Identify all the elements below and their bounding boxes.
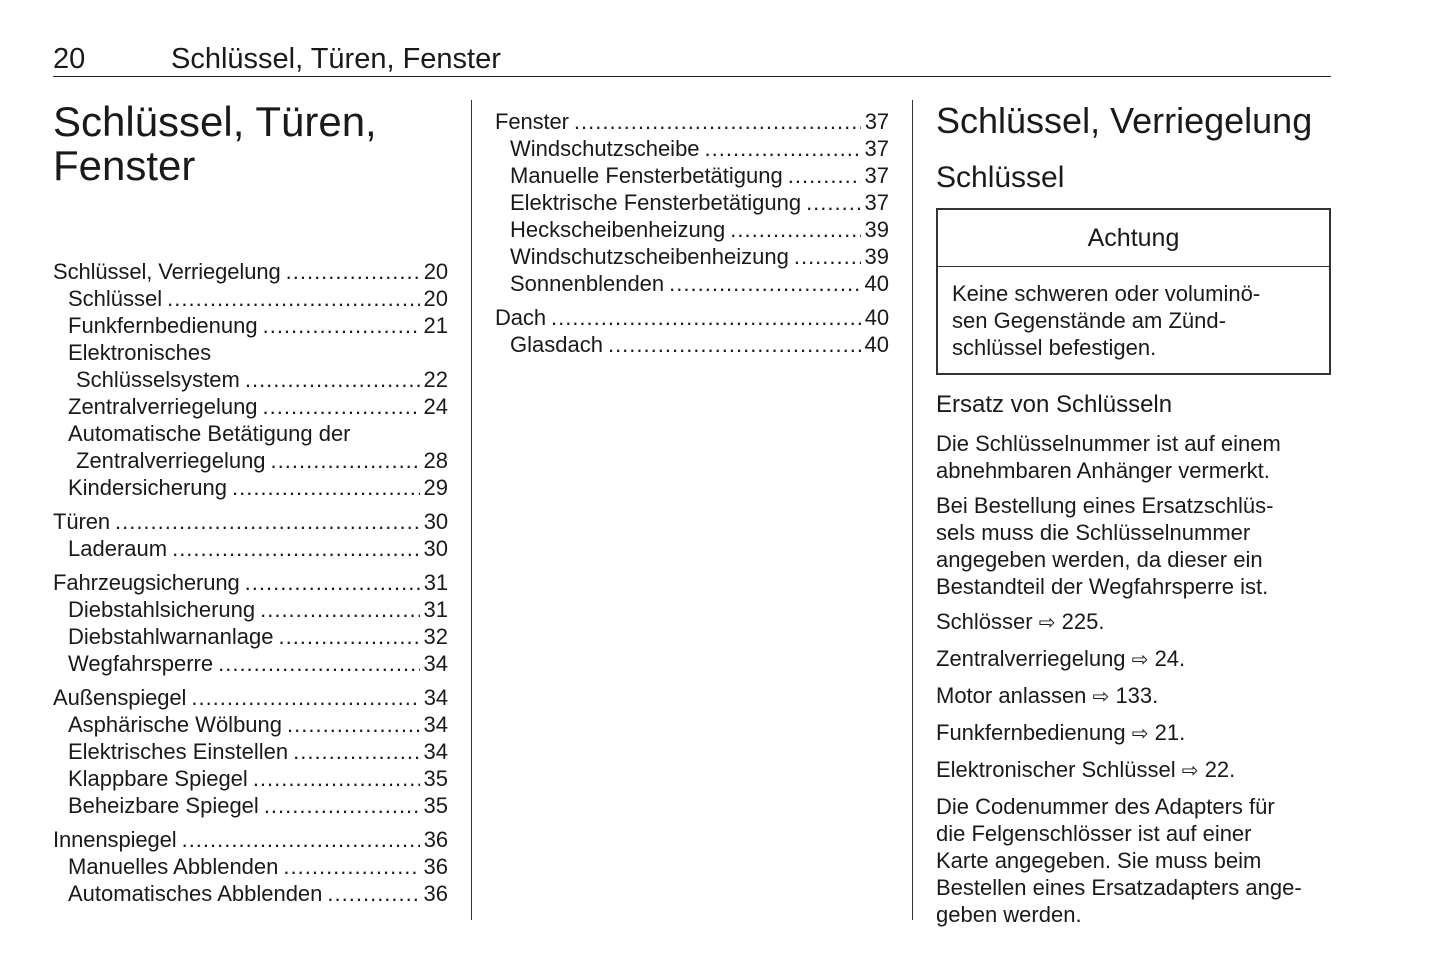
toc-entry[interactable] xyxy=(495,162,889,189)
ref-label: Motor anlassen xyxy=(936,683,1087,708)
toc-entry[interactable] xyxy=(53,853,448,880)
toc-leader xyxy=(705,135,861,162)
toc-group-schluessel-verriegelung xyxy=(53,258,448,501)
toc-page: 35 xyxy=(423,793,448,818)
toc-leader xyxy=(806,189,860,216)
toc-leader xyxy=(260,596,419,623)
paragraph xyxy=(936,492,1332,600)
toc-page: 22 xyxy=(423,367,448,392)
toc-entry[interactable] xyxy=(53,596,448,623)
toc-entry[interactable] xyxy=(53,765,448,792)
toc-label: Klappbare Spiegel xyxy=(68,766,248,791)
toc-entry[interactable] xyxy=(495,243,889,270)
chapter-title xyxy=(53,100,453,188)
warning-line: schlüssel befestigen. xyxy=(952,335,1157,360)
toc-page: 37 xyxy=(864,190,889,215)
toc-leader xyxy=(271,447,420,474)
toc-group-fenster xyxy=(495,108,889,297)
toc-label: Schlüssel xyxy=(68,286,163,311)
arrow-right-icon: ⇨ xyxy=(1181,760,1199,782)
toc-page: 30 xyxy=(423,509,448,534)
toc-leader xyxy=(574,108,861,135)
section-title: Schlüssel, Verriegelung xyxy=(936,100,1313,141)
toc-entry[interactable] xyxy=(53,826,448,853)
subsection-title: Schlüssel xyxy=(936,161,1065,194)
running-title: Schlüssel, Türen, Fenster xyxy=(171,43,501,75)
toc-entry[interactable] xyxy=(53,623,448,650)
cross-reference[interactable] xyxy=(936,756,1332,785)
toc-entry[interactable] xyxy=(495,135,889,162)
toc-page: 30 xyxy=(423,536,448,561)
content-column xyxy=(936,100,1332,928)
toc-entry[interactable] xyxy=(53,711,448,738)
toc-entry[interactable] xyxy=(495,108,889,135)
text-line: sels muss die Schlüsselnummer xyxy=(936,520,1251,545)
toc-leader xyxy=(283,853,419,880)
toc-entry[interactable] xyxy=(53,366,448,393)
toc-page: 40 xyxy=(864,332,889,357)
toc-column-2 xyxy=(495,108,889,365)
toc-group-aussenspiegel xyxy=(53,684,448,819)
ref-label: Funkfernbedienung xyxy=(936,720,1126,745)
toc-entry-line1[interactable] xyxy=(53,420,448,447)
toc-label: Manuelles Abblenden xyxy=(68,854,279,879)
toc-label: Manuelle Fensterbetätigung xyxy=(510,163,783,188)
toc-label: Beheizbare Spiegel xyxy=(68,793,259,818)
toc-page: 34 xyxy=(423,651,448,676)
toc-entry[interactable] xyxy=(495,331,889,358)
toc-label: Zentralverriegelung xyxy=(76,448,266,473)
cross-reference[interactable] xyxy=(936,608,1332,637)
toc-group-tueren xyxy=(53,508,448,562)
toc-label: Sonnenblenden xyxy=(510,271,665,296)
toc-page: 24 xyxy=(423,394,448,419)
toc-page: 28 xyxy=(423,448,448,473)
text-line: geben werden. xyxy=(936,902,1082,927)
toc-label: Innenspiegel xyxy=(53,827,177,852)
paragraph-heading: Ersatz von Schlüsseln xyxy=(936,391,1173,418)
toc-label: Schlüsselsystem xyxy=(76,367,240,392)
toc-entry[interactable] xyxy=(53,258,448,285)
toc-leader xyxy=(263,393,420,420)
toc-label: Glasdach xyxy=(510,332,603,357)
toc-leader xyxy=(232,474,420,501)
toc-entry[interactable] xyxy=(53,684,448,711)
toc-label: Diebstahlwarnanlage xyxy=(68,624,274,649)
toc-entry[interactable] xyxy=(495,304,889,331)
toc-leader xyxy=(293,738,419,765)
toc-page: 29 xyxy=(423,475,448,500)
toc-label: Fenster xyxy=(495,109,569,134)
toc-entry[interactable] xyxy=(53,447,448,474)
toc-page: 34 xyxy=(423,739,448,764)
toc-label: Heckscheibenheizung xyxy=(510,217,726,242)
toc-label: Schlüssel, Verriegelung xyxy=(53,259,281,284)
toc-label: Windschutzscheibe xyxy=(510,136,700,161)
toc-page: 34 xyxy=(423,712,448,737)
column-divider-2 xyxy=(912,100,913,920)
toc-entry[interactable] xyxy=(53,650,448,677)
toc-entry[interactable] xyxy=(53,285,448,312)
toc-entry-line1[interactable] xyxy=(53,339,448,366)
toc-label: Asphärische Wölbung xyxy=(68,712,283,737)
chapter-title-line1: Schlüssel, Türen, xyxy=(53,98,377,145)
toc-leader xyxy=(794,243,861,270)
toc-leader xyxy=(115,508,420,535)
ref-label: Elektronischer Schlüssel xyxy=(936,757,1176,782)
toc-page: 40 xyxy=(864,271,889,296)
toc-leader xyxy=(172,535,419,562)
toc-leader xyxy=(167,285,419,312)
toc-leader xyxy=(278,623,419,650)
ref-page: 24. xyxy=(1154,646,1186,671)
page-header xyxy=(53,42,1331,77)
chapter-title-line2: Fenster xyxy=(53,142,196,189)
toc-leader xyxy=(286,258,420,285)
text-line: Die Schlüsselnummer ist auf einem xyxy=(936,431,1281,456)
toc-label: Fahrzeugsicherung xyxy=(53,570,240,595)
toc-leader xyxy=(287,711,420,738)
toc-entry[interactable] xyxy=(53,738,448,765)
ref-label: Zentralverriegelung xyxy=(936,646,1126,671)
toc-entry[interactable] xyxy=(53,535,448,562)
ref-page: 225. xyxy=(1061,609,1105,634)
toc-page: 32 xyxy=(423,624,448,649)
toc-page: 20 xyxy=(423,259,448,284)
toc-label: Elektrische Fensterbetätigung xyxy=(510,190,802,215)
toc-label: Zentralverriegelung xyxy=(68,394,258,419)
toc-page: 35 xyxy=(423,766,448,791)
paragraph xyxy=(936,793,1332,928)
warning-title: Achtung xyxy=(938,210,1329,267)
toc-label: Diebstahlsicherung xyxy=(68,597,256,622)
toc-label: Windschutzscheibenheizung xyxy=(510,244,789,269)
toc-label: Dach xyxy=(495,305,546,330)
toc-entry[interactable] xyxy=(53,508,448,535)
text-line: Karte angegeben. Sie muss beim xyxy=(936,848,1262,873)
toc-page: 31 xyxy=(423,597,448,622)
toc-page: 36 xyxy=(423,827,448,852)
toc-entry[interactable] xyxy=(53,569,448,596)
toc-entry[interactable] xyxy=(53,393,448,420)
toc-leader xyxy=(182,826,420,853)
toc-page: 21 xyxy=(423,313,448,338)
toc-leader xyxy=(218,650,419,677)
cross-reference[interactable] xyxy=(936,719,1332,748)
toc-group-fahrzeugsicherung xyxy=(53,569,448,677)
toc-leader xyxy=(551,304,861,331)
toc-page: 40 xyxy=(864,305,889,330)
toc-entry[interactable] xyxy=(53,312,448,339)
ref-page: 21. xyxy=(1154,720,1186,745)
paragraph xyxy=(936,430,1332,484)
toc-group-innenspiegel xyxy=(53,826,448,907)
toc-leader xyxy=(264,792,420,819)
toc-label: Außenspiegel xyxy=(53,685,187,710)
toc-page: 36 xyxy=(423,881,448,906)
arrow-right-icon: ⇨ xyxy=(1038,612,1056,634)
toc-entry[interactable] xyxy=(495,270,889,297)
text-line: angegeben werden, da dieser ein xyxy=(936,547,1263,572)
toc-label: Wegfahrsperre xyxy=(68,651,214,676)
toc-label: Automatisches Abblenden xyxy=(68,881,323,906)
arrow-right-icon: ⇨ xyxy=(1131,649,1149,671)
toc-label: Elektrisches Einstellen xyxy=(68,739,289,764)
toc-label: Kindersicherung xyxy=(68,475,227,500)
text-line: abnehmbaren Anhänger vermerkt. xyxy=(936,458,1270,483)
toc-leader xyxy=(253,765,420,792)
toc-leader xyxy=(191,684,419,711)
warning-line: Keine schweren oder voluminö- xyxy=(952,281,1261,306)
text-line: Bei Bestellung eines Ersatzschlüs- xyxy=(936,493,1274,518)
arrow-right-icon: ⇨ xyxy=(1092,686,1110,708)
toc-page: 37 xyxy=(864,136,889,161)
toc-page: 34 xyxy=(423,685,448,710)
toc-entry[interactable] xyxy=(53,792,448,819)
toc-page: 31 xyxy=(423,570,448,595)
page-number: 20 xyxy=(53,43,86,75)
toc-label: Automatische Betätigung der xyxy=(68,421,351,446)
toc-leader xyxy=(245,366,420,393)
cross-reference[interactable] xyxy=(936,682,1332,711)
toc-column-1 xyxy=(53,258,448,914)
text-line: Bestellen eines Ersatzadapters ange- xyxy=(936,875,1302,900)
toc-page: 39 xyxy=(864,217,889,242)
toc-label: Elektronisches xyxy=(68,340,212,365)
toc-page: 39 xyxy=(864,244,889,269)
toc-label: Funkfernbedienung xyxy=(68,313,258,338)
ref-page: 22. xyxy=(1204,757,1236,782)
toc-leader xyxy=(327,880,419,907)
toc-entry[interactable] xyxy=(53,880,448,907)
toc-page: 20 xyxy=(423,286,448,311)
text-line: die Felgenschlösser ist auf einer xyxy=(936,821,1252,846)
warning-line: sen Gegenstände am Zünd- xyxy=(952,308,1226,333)
toc-page: 37 xyxy=(864,163,889,188)
toc-entry[interactable] xyxy=(53,474,448,501)
toc-leader xyxy=(669,270,860,297)
toc-leader xyxy=(245,569,420,596)
toc-leader xyxy=(730,216,860,243)
toc-page: 37 xyxy=(864,109,889,134)
toc-leader xyxy=(608,331,861,358)
toc-group-dach xyxy=(495,304,889,358)
toc-label: Türen xyxy=(53,509,110,534)
column-divider-1 xyxy=(471,100,472,920)
ref-page: 133. xyxy=(1115,683,1159,708)
arrow-right-icon: ⇨ xyxy=(1131,723,1149,745)
toc-page: 36 xyxy=(423,854,448,879)
toc-label: Laderaum xyxy=(68,536,168,561)
text-line: Die Codenummer des Adapters für xyxy=(936,794,1275,819)
toc-entry[interactable] xyxy=(495,216,889,243)
toc-leader xyxy=(263,312,420,339)
toc-leader xyxy=(788,162,861,189)
toc-entry[interactable] xyxy=(495,189,889,216)
cross-reference[interactable] xyxy=(936,645,1332,674)
warning-body xyxy=(938,267,1329,373)
text-line: Bestandteil der Wegfahrsperre ist. xyxy=(936,574,1269,599)
ref-label: Schlösser xyxy=(936,609,1033,634)
warning-box xyxy=(936,208,1331,375)
